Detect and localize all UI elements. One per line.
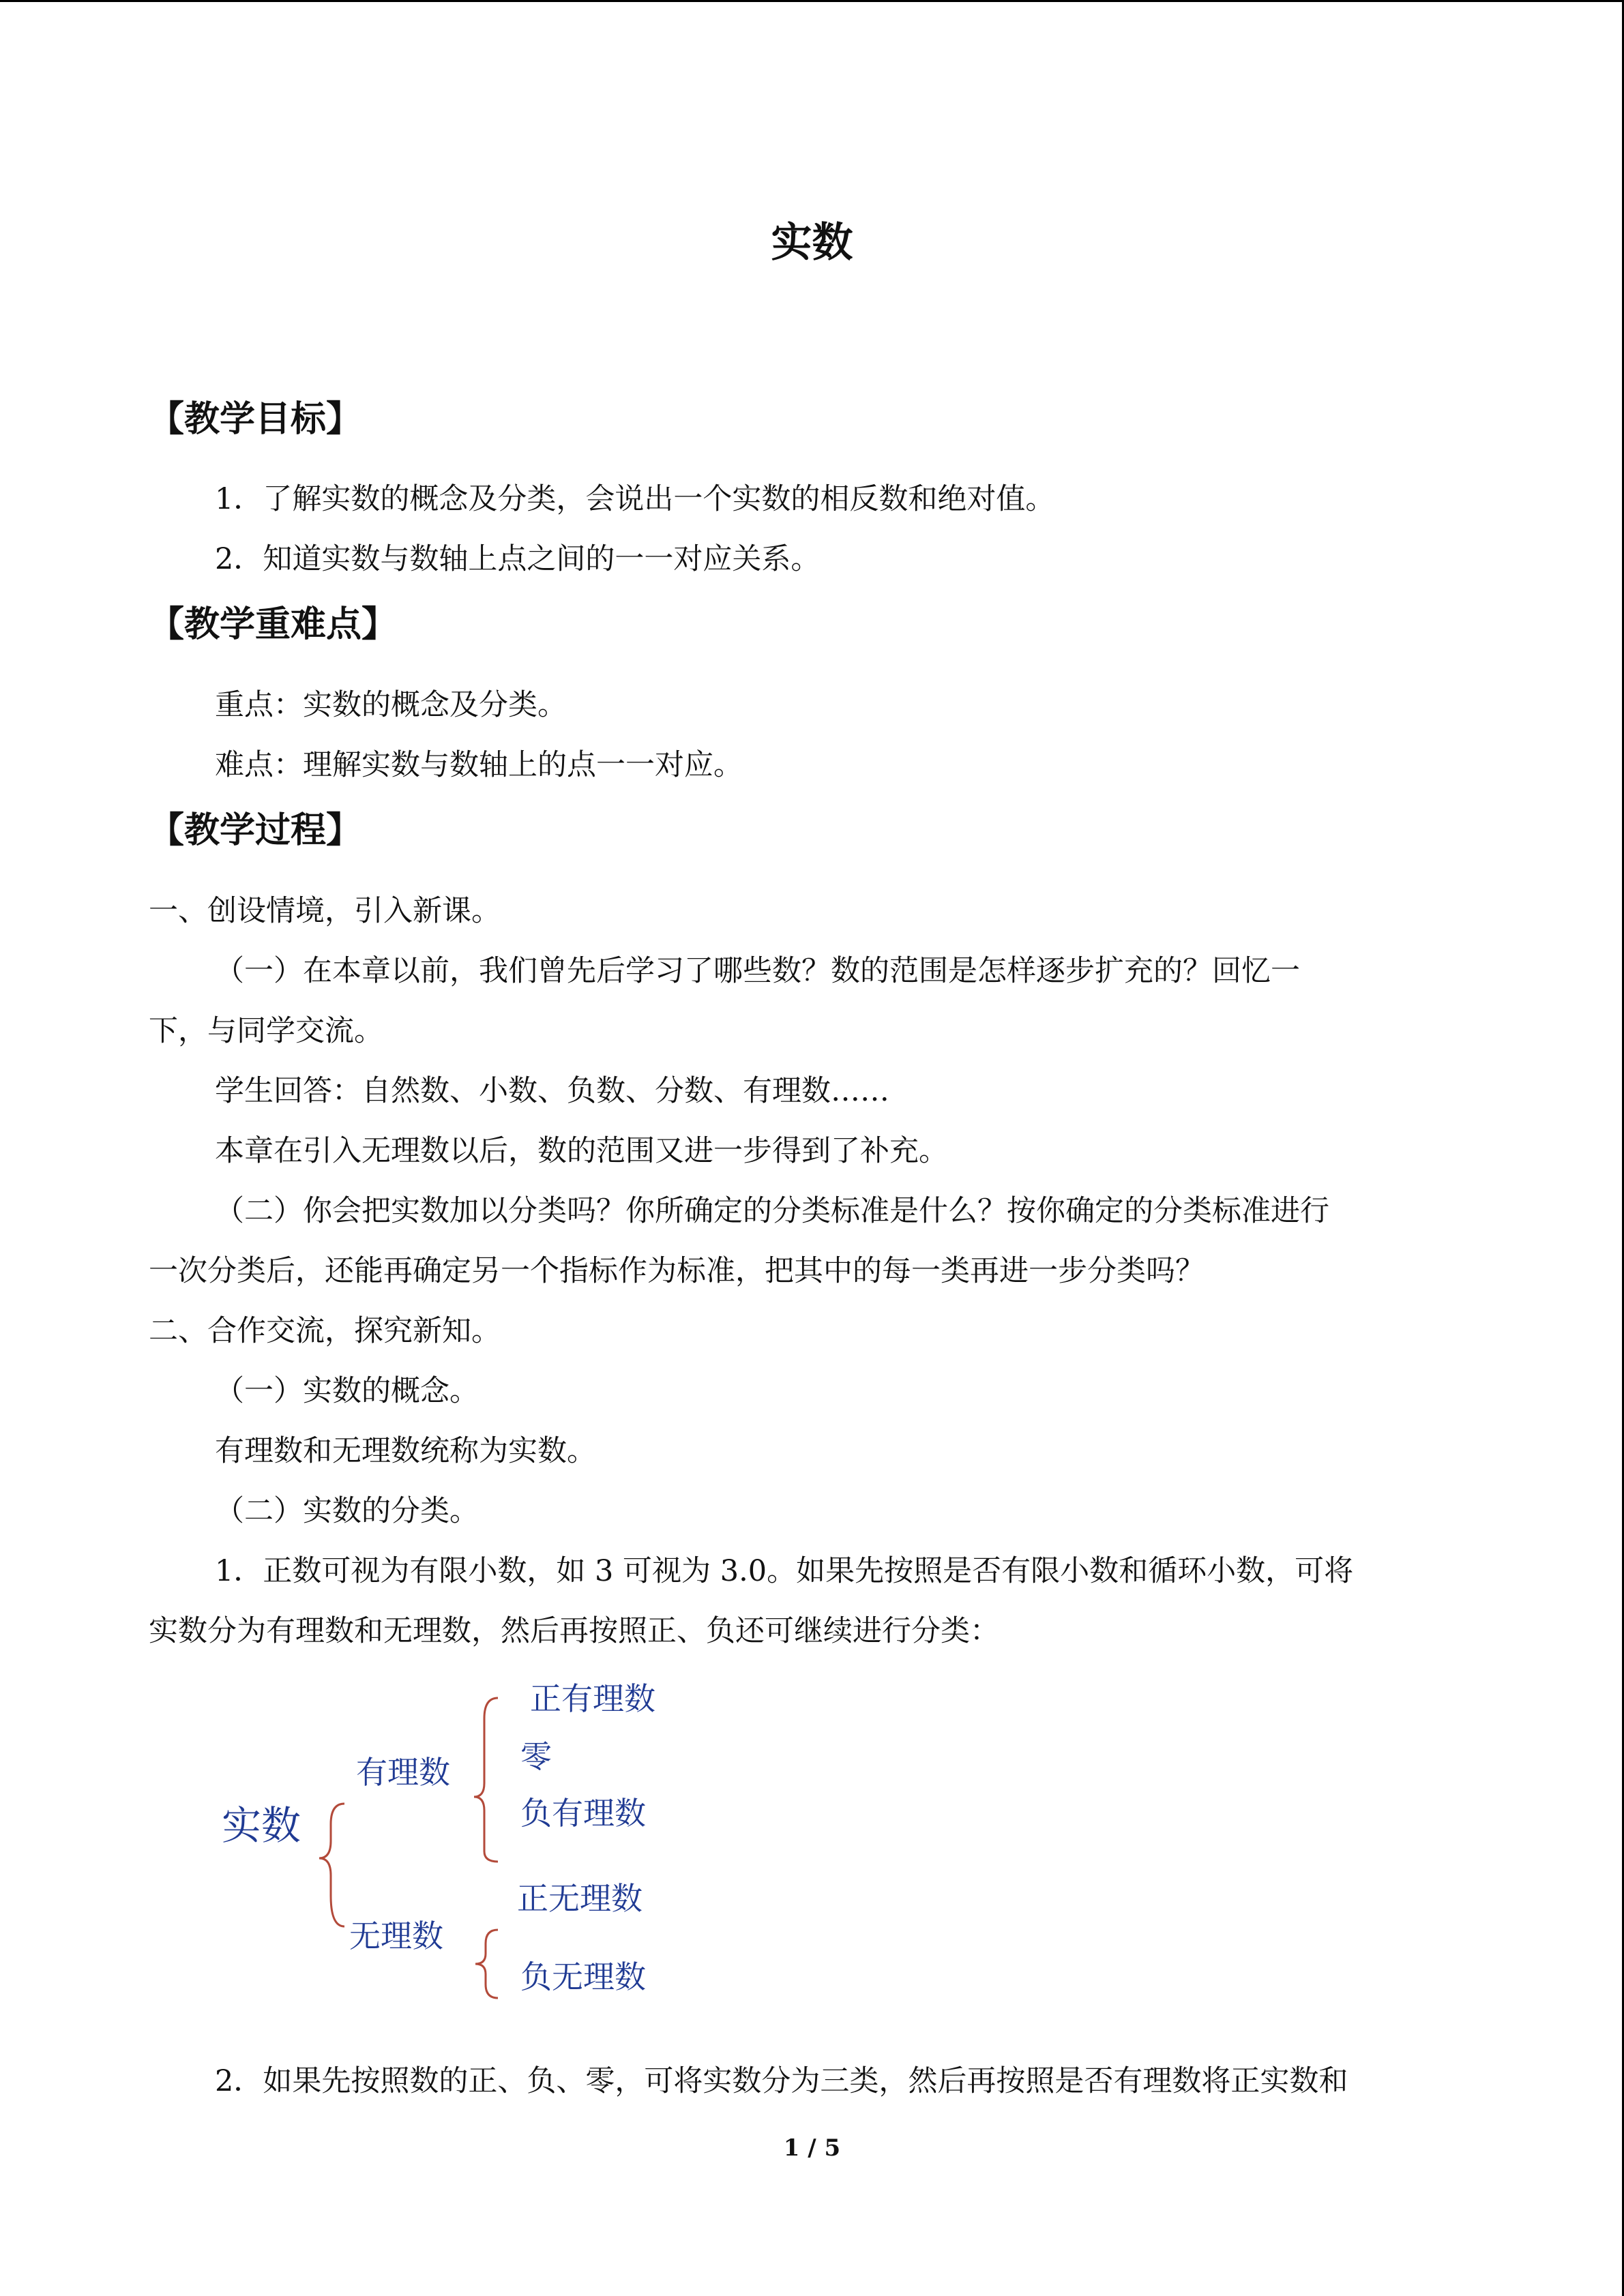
positive-rational-label: 正有理数 <box>530 1680 655 1717</box>
objective-item-2: 2．知道实数与数轴上点之间的一一对应关系。 <box>215 542 821 576</box>
negative-irrational-label: 负无理数 <box>520 1958 646 1995</box>
real-number-definition: 有理数和无理数统称为实数。 <box>215 1434 596 1468</box>
key-point: 重点：实数的概念及分类。 <box>215 688 567 722</box>
rational-brace <box>474 1698 498 1862</box>
section-one-title: 一、创设情境，引入新课。 <box>149 894 501 928</box>
classification-item-1-line-2: 实数分为有理数和无理数，然后再按照正、负还可继续进行分类： <box>149 1614 999 1648</box>
classification-item-1-line-1: 1．正数可视为有限小数，如 3 可视为 3.0。如果先按照是否有限小数和循环小数，可将 <box>215 1554 1354 1588</box>
root-label: 实数 <box>222 1802 301 1849</box>
root-brace <box>319 1804 344 1926</box>
process-heading: 【教学过程】 <box>149 809 362 851</box>
difficulty-point: 难点：理解实数与数轴上的点一一对应。 <box>215 748 743 782</box>
top-border <box>0 0 1624 2</box>
concept-subtitle: （一）实数的概念。 <box>215 1374 479 1408</box>
irrational-label: 无理数 <box>349 1918 443 1954</box>
section-two-title: 二、合作交流，探究新知。 <box>149 1314 501 1348</box>
paragraph-2-line-2: 一次分类后，还能再确定另一个指标作为标准，把其中的每一类再进一步分类吗？ <box>149 1254 1205 1288</box>
zero-label: 零 <box>520 1738 552 1775</box>
paragraph-1-line-2: 下，与同学交流。 <box>149 1014 383 1048</box>
page-number: 1 / 5 <box>783 2134 841 2162</box>
classification-diagram <box>205 1678 750 2018</box>
negative-rational-label: 负有理数 <box>520 1795 646 1832</box>
objective-item-1: 1．了解实数的概念及分类，会说出一个实数的相反数和绝对值。 <box>215 482 1055 516</box>
page-title: 实数 <box>771 219 853 267</box>
positive-irrational-label: 正无理数 <box>517 1880 643 1917</box>
irrational-brace <box>475 1930 498 1998</box>
paragraph-2-line-1: （二）你会把实数加以分类吗？你所确定的分类标准是什么？按你确定的分类标准进行 <box>215 1194 1329 1228</box>
classification-item-2-line-1: 2．如果先按照数的正、负、零，可将实数分为三类，然后再按照是否有理数将正实数和 <box>215 2064 1348 2098</box>
chapter-note: 本章在引入无理数以后，数的范围又进一步得到了补充。 <box>215 1134 948 1168</box>
paragraph-1-line-1: （一）在本章以前，我们曾先后学习了哪些数？数的范围是怎样逐步扩充的？回忆一 <box>215 954 1300 988</box>
objectives-heading: 【教学目标】 <box>149 398 362 440</box>
classification-subtitle: （二）实数的分类。 <box>215 1494 479 1528</box>
keypoints-heading: 【教学重难点】 <box>149 603 398 645</box>
rational-label: 有理数 <box>356 1754 450 1791</box>
student-answer: 学生回答：自然数、小数、负数、分数、有理数…… <box>215 1074 889 1108</box>
